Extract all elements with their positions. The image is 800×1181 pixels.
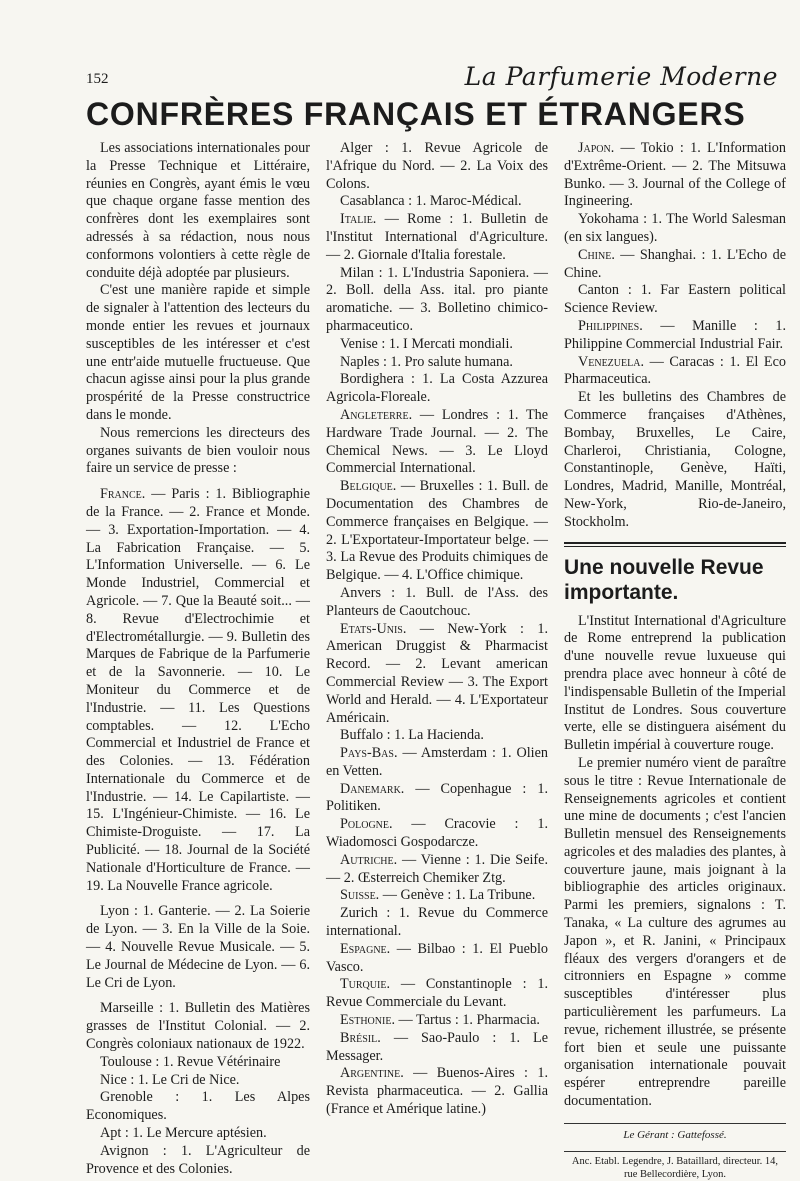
list-entry-bordighera: Bordighera : 1. La Costa Azzurea Agricola-Floreale.: [326, 371, 548, 406]
column-1: [86, 140, 310, 1178]
country-label: Espagne.: [340, 940, 391, 957]
country-label: Belgique.: [340, 478, 397, 495]
list-entry-chine: [564, 247, 786, 283]
list-entry-belgique: [326, 478, 548, 585]
country-label: Autriche.: [340, 851, 398, 868]
body-paragraph: Le premier numéro vient de paraître sous le titre : Revue Internationale de Renseignements agricoles et contient une mine de documents ; c'est l'ancien Bulletin mensuel des Renseignements agricoles et des maladies des plantes, à couverture jaune, mais joignant à la bibliographie des articles originaux. Parmi les premiers, signalons : T. Tanaka, « La culture des agrumes au Japon », et R. Janini, « Principaux fléaux des vergers d'orangers et de citronniers en Espagne » comme susceptibles d'intéresser plus particulièrement les parfumeurs. La revue, richement illustrée, se présente fort bien et seule une puissante organisation internationale pouvait espérer entreprendre pareille documentation.: [564, 754, 786, 1110]
entry-text: — Bruxelles : 1. Bull. de Documentation des Chambres de Commerce françaises en Belgique. — 2. L'Exportateur-Importateur belge. — 3. La Revue des Produits chimiques de Belgique. — 4. L'Office chimique.: [326, 478, 548, 584]
entry-text: — Amsterdam : 1. Olien en Vetten.: [326, 745, 548, 779]
list-entry-lyon: Lyon : 1. Ganterie. — 2. La Soierie de Lyon. — 3. En la Ville de la Soie. — 4. Nouvelle Revue Musicale. — 5. Le Journal de Médecine de Lyon. — 6. Le Cri de Lyon.: [86, 903, 310, 991]
section-divider: [564, 542, 786, 547]
country-label: Suisse.: [340, 887, 380, 904]
country-label: Japon.: [578, 140, 615, 156]
body-paragraph: L'Institut International d'Agriculture de Rome entreprend la publication d'une nouvelle revue luxueuse qui prendra place avec honneur à côté de l'indispensable Bulletin of the Imperial Institut de Londres. Sous couverture verte, elle se distinguera aisément du Bulletin impérial à couverture rouge.: [564, 612, 786, 754]
section-heading: Une nouvelle Revue importante.: [564, 555, 764, 604]
list-entry-esthonie: [326, 1012, 548, 1030]
list-entry-etats-unis: [326, 621, 548, 728]
list-entry-casablanca: Casablanca : 1. Maroc-Médical.: [340, 193, 522, 210]
list-entry-canton: Canton : 1. Far Eastern political Science Review.: [564, 282, 786, 317]
entry-text: — Vienne : 1. Die Seife. — 2. Œsterreich Chemiker Ztg.: [326, 851, 548, 886]
printer-imprint: Anc. Etabl. Legendre, J. Bataillard, directeur. 14, rue Bellecordière, Lyon.: [564, 1151, 786, 1181]
entry-text: — Paris : 1. Bibliographie de la France. — 2. France et Monde. — 3. Exportation-Importation. — 4. La Fabrication Française. — 5. L'Information Universelle. — 6. Le Monde Industriel, Commercial et Agricole. — 7. Que la Beauté soit... — 8. Revue d'Electrochimie et d'Electrométallurgie. — 9. Bulletin des Marques de Fabrique de la Parfumerie et de la Savonnerie. — 10. Le Moniteur du Commerce et de l'Industrie. — 11. Les Questions comptables. — 12. L'Echo Commercial et Industriel de France et des Colonies. — 13. Fédération Internationale du Commerce et de l'Industrie. — 14. Le Capilartiste. — 15. L'Ingénieur-Chimiste. — 16. Le Chimiste-Droguiste. — 17. La Publicité. — 18. Journal de la Société Nationale d'Horticulture de France. — 19. La Nouvelle France agricole.: [86, 486, 310, 894]
gerant-line: Le Gérant : Gattefossé.: [564, 1123, 786, 1145]
entry-text: — Tokio : 1. L'Information d'Extrême-Orient. — 2. The Mitsuwa Bunko. — 3. Journal of the College of Ingineering.: [564, 140, 786, 210]
entry-text: — Shanghai. : 1. L'Echo de Chine.: [564, 246, 786, 281]
list-entry-autriche: [326, 852, 548, 888]
intro-paragraph: Les associations internationales pour la Presse Technique et Littéraire, réunies en Congrès, ayant émis le vœu que chaque organe fasse mention des confrères dont les exemplaires sont adressés à sa rédaction, nous nous conformons volontiers à cette règle de conduite déjà adoptée par plusieurs.: [86, 140, 310, 281]
country-label: Argentine.: [340, 1065, 404, 1082]
list-entry-grenoble: Grenoble : 1. Les Alpes Economiques.: [86, 1089, 310, 1124]
list-entry-pologne: [326, 816, 548, 852]
list-entry-pays-bas: [326, 745, 548, 781]
list-entry-philippines: [564, 318, 786, 354]
list-entry-france: [86, 486, 310, 895]
list-entry-venezuela: [564, 354, 786, 390]
entry-text: — Caracas : 1. El Eco Pharmaceutica.: [564, 353, 786, 388]
entry-text: — Manille : 1. Philippine Commercial Industrial Fair.: [564, 317, 786, 352]
country-label: Etats-Unis.: [340, 620, 407, 637]
running-title: La Parfumerie Moderne: [464, 62, 778, 91]
list-entry-avignon: Avignon : 1. L'Agriculteur de Provence et des Colonies.: [86, 1142, 310, 1177]
page-number: 152: [86, 71, 109, 87]
country-label: Turquie.: [340, 976, 390, 993]
entry-text: — Copenhague : 1. Politiken.: [326, 780, 548, 815]
list-entry-anvers: Anvers : 1. Bull. de l'Ass. des Planteurs de Caoutchouc.: [326, 584, 548, 619]
intro-paragraph: Nous remercions les directeurs des organes suivants de bien vouloir nous faire un service de presse :: [86, 424, 310, 477]
country-label: Esthonie.: [340, 1012, 395, 1029]
list-entry-bresil: [326, 1030, 548, 1066]
entry-text: — Londres : 1. The Hardware Trade Journal. — 2. The Chemical News. — 3. Le Lloyd Commercial International.: [326, 406, 548, 477]
country-label: Angleterre.: [340, 406, 413, 423]
list-entry-naples: Naples : 1. Pro salute humana.: [340, 353, 513, 370]
intro-paragraph: C'est une manière rapide et simple de signaler à l'attention des lecteurs du monde entier les revues et journaux susceptibles de les intéresser et c'est une entr'aide mutuelle fructueuse. Que chacun agisse ainsi pour la plus grande prospérité de la Presse constructrice dans le monde.: [86, 282, 310, 423]
list-entry-japon: [564, 140, 786, 211]
list-entry-yokohama: Yokohama : 1. The World Salesman (en six langues).: [564, 211, 786, 245]
list-entry-turquie: [326, 976, 548, 1012]
entry-text: — Cracovie : 1. Wiadomosci Gospodarcze.: [326, 816, 548, 851]
country-label: Chine.: [578, 246, 615, 263]
list-entry-argentine: [326, 1065, 548, 1118]
column-3: [564, 140, 786, 1181]
country-label: Philippines.: [578, 317, 643, 334]
list-entry-alger: Alger : 1. Revue Agricole de l'Afrique du Nord. — 2. La Voix des Colons.: [326, 140, 548, 192]
list-entry-danemark: [326, 781, 548, 817]
list-entry-nice: Nice : 1. Le Cri de Nice.: [100, 1071, 240, 1088]
country-label: Pologne.: [340, 816, 393, 833]
list-entry-venise: Venise : 1. I Mercati mondiali.: [340, 335, 513, 352]
article-title: CONFRÈRES FRANÇAIS ET ÉTRANGERS: [86, 96, 746, 132]
country-label: Brésil.: [340, 1029, 381, 1046]
list-entry-buffalo: Buffalo : 1. La Hacienda.: [340, 727, 484, 744]
list-entry-marseille: Marseille : 1. Bulletin des Matières grasses de l'Institut Colonial. — 2. Congrès coloniaux nationaux de 1922.: [86, 1000, 310, 1053]
list-entry-angleterre: [326, 407, 548, 478]
column-2: [326, 140, 548, 1119]
country-label: Danemark.: [340, 780, 405, 797]
list-entry-italie: [326, 211, 548, 264]
list-entry-suisse: [326, 887, 548, 905]
entry-text: — Rome : 1. Bulletin de l'Institut International d'Agriculture. — 2. Giornale d'Italia forestale.: [326, 211, 548, 263]
chambers-paragraph: Et les bulletins des Chambres de Commerce françaises d'Athènes, Bombay, Bruxelles, Le Caire, Charleroi, Christiania, Cologne, Constantinople, Genève, Haïti, Londres, Madrid, Manille, Montréal, New-York, Rio-de-Janeiro, Stockholm.: [564, 389, 786, 530]
list-entry-toulouse: Toulouse : 1. Revue Vétérinaire: [100, 1053, 281, 1070]
entry-text: — Buenos-Aires : 1. Revista pharmaceutica. — 2. Gallia (France et Amérique latine.): [326, 1065, 548, 1118]
entry-text: — New-York : 1. American Druggist & Pharmacist Record. — 2. Levant american Commercial Review — 3. The Export World and Herald. — 4. L'Exportateur Américain.: [326, 620, 548, 726]
country-label: France.: [100, 486, 146, 503]
list-entry-zurich: Zurich : 1. Revue du Commerce international.: [326, 905, 548, 940]
entry-text: — Constantinople : 1. Revue Commerciale du Levant.: [326, 976, 548, 1011]
country-label: Venezuela.: [578, 353, 644, 370]
entry-text: — Bilbao : 1. El Pueblo Vasco.: [326, 940, 548, 975]
entry-text: — Genève : 1. La Tribune.: [379, 887, 536, 904]
entry-text: — Tartus : 1. Pharmacia.: [395, 1012, 540, 1029]
country-label: Italie.: [340, 211, 377, 228]
country-label: Pays-Bas.: [340, 745, 398, 762]
list-entry-apt: Apt : 1. Le Mercure aptésien.: [100, 1125, 267, 1142]
list-entry-espagne: [326, 941, 548, 977]
list-entry-milan: Milan : 1. L'Industria Saponiera. — 2. Boll. della Ass. ital. pro piante aromatiche. — 3. Bolletino chimico-pharmaceutico.: [326, 264, 548, 334]
entry-text: — Sao-Paulo : 1. Le Messager.: [326, 1029, 548, 1064]
